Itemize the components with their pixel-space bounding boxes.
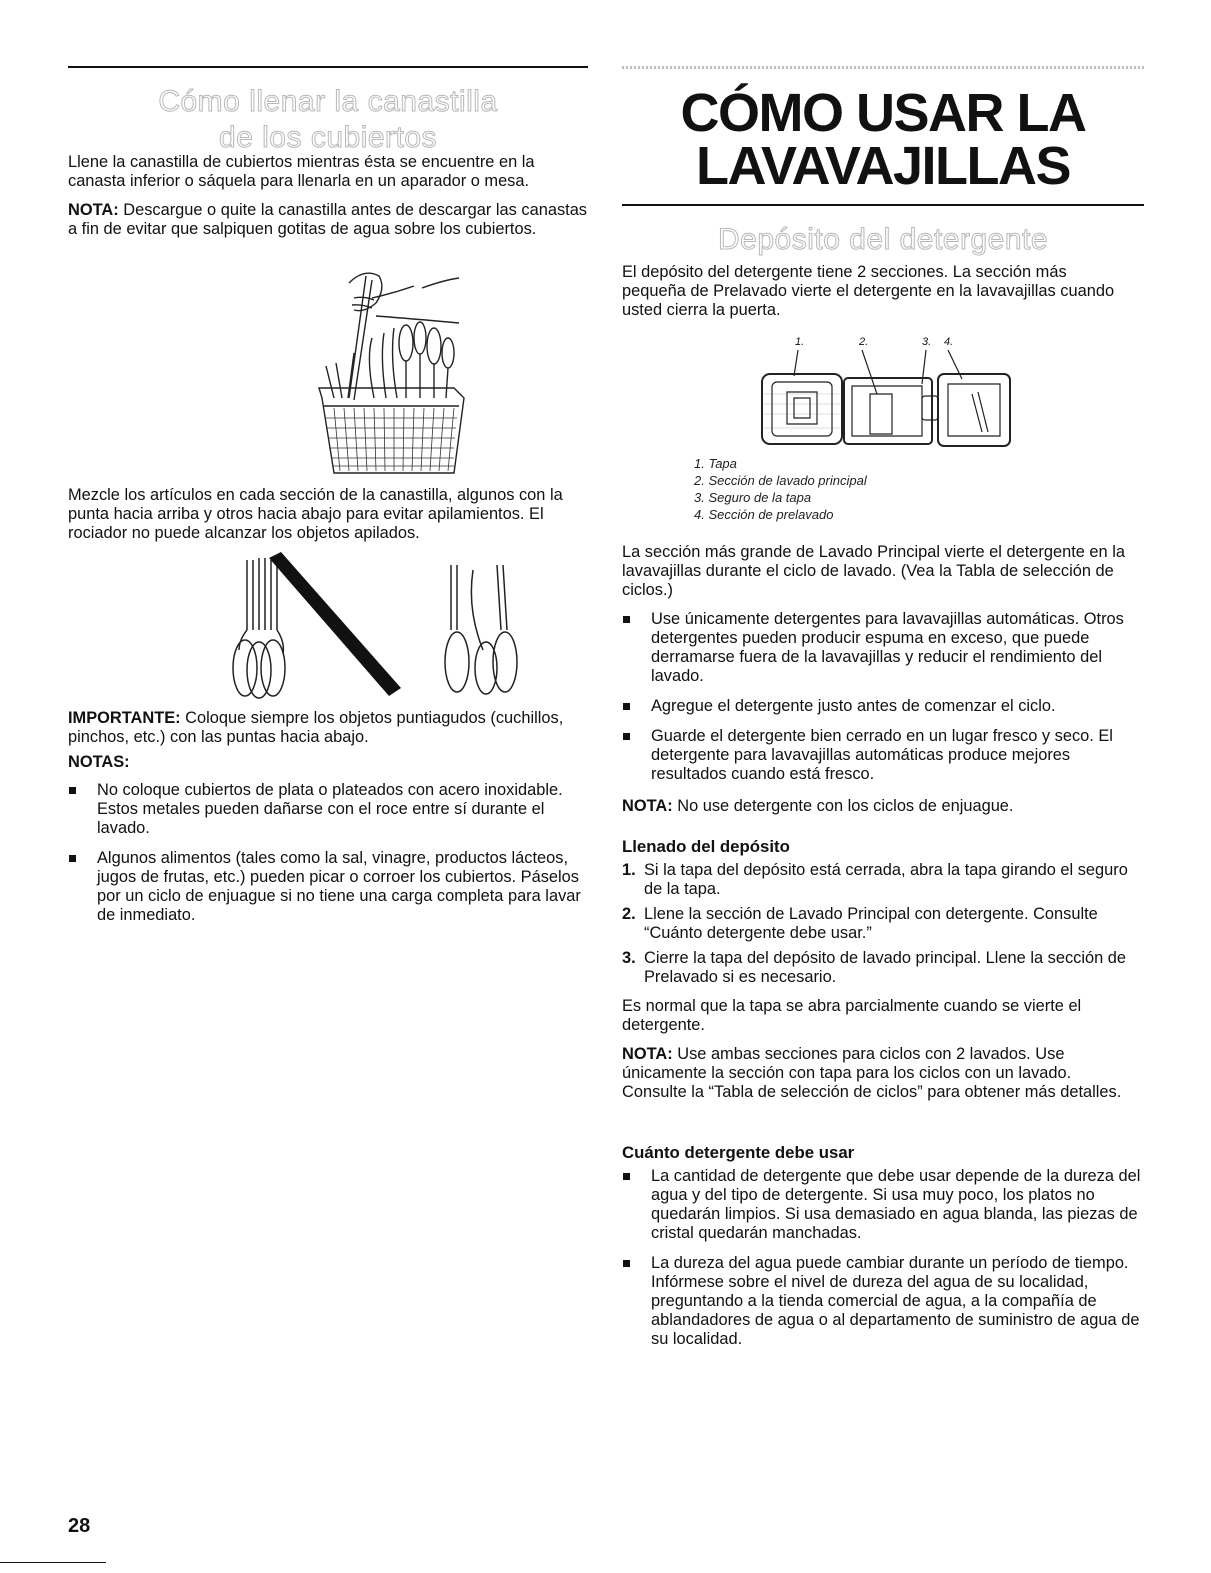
notes-list	[68, 781, 588, 925]
note-rinse	[622, 797, 1137, 816]
bullet-square-icon	[69, 855, 76, 862]
step-item: 3. Cierre la tapa del depósito de lavado principal. Llene la sección de Prelavado si es necesario.	[622, 949, 1127, 986]
heading-line-1: Cómo llenar la canastilla	[158, 85, 498, 118]
note-text: Use ambas secciones para ciclos con 2 lavados. Use únicamente la sección con tapa para los ciclos con un lavado. Consulte la “Tabla de selección de ciclos” para obtener más detalles.	[622, 1045, 1122, 1101]
no-slash-mark	[269, 552, 401, 696]
right-title-rule	[622, 204, 1144, 206]
bullet-square-icon	[69, 787, 76, 794]
legend-item: 1. Tapa	[694, 456, 737, 471]
dispenser-legend	[694, 455, 867, 523]
important-paragraph	[68, 709, 588, 747]
detergent-tips-list	[622, 610, 1144, 784]
important-label: IMPORTANTE:	[68, 709, 181, 727]
list-item: La dureza del agua puede cambiar durante un período de tiempo. Infórmese sobre el nivel de dureza del agua de su localidad, preguntando a la tienda comercial de agua, a la compañía de ablandadores de agua o al departamento de suministro de agua de su localidad.	[622, 1254, 1144, 1349]
page-title-line-1: CÓMO USAR LA	[680, 83, 1086, 143]
intro-paragraph: Llene la canastilla de cubiertos mientras ésta se encuentre en la canasta inferior o sáquela para llenarla en un aparador o mesa.	[68, 153, 535, 190]
page-title-line-2: LAVAVAJILLAS	[695, 136, 1070, 196]
step-item: 1. Si la tapa del depósito está cerrada, abra la tapa girando el seguro de la tapa.	[622, 861, 1128, 898]
list-item: Algunos alimentos (tales como la sal, vinagre, productos lácteos, jugos de frutas, etc.) pueden picar o corroer los cubiertos. Páselos por un ciclo de enjuague si no tiene una carga completa para lavar de inmediato.	[68, 849, 588, 925]
important-text: Coloque siempre los objetos puntiagudos (cuchillos, pinchos, etc.) con las puntas hacia abajo.	[68, 709, 564, 746]
bullet-square-icon	[623, 703, 630, 710]
note-label: NOTA:	[68, 201, 119, 219]
callout-4: 4.	[944, 336, 954, 348]
bullet-square-icon	[623, 1173, 630, 1180]
spoon-handle-1	[247, 560, 253, 630]
notes-heading: NOTAS:	[68, 753, 130, 771]
normal-paragraph: Es normal que la tapa se abra parcialmente cuando se vierte el detergente.	[622, 997, 1082, 1034]
note-cycles	[622, 1045, 1132, 1102]
callout-1: 1.	[795, 336, 805, 348]
amount-list	[622, 1167, 1144, 1349]
cutlery-basket-illustration	[254, 258, 469, 483]
bottom-left-rule	[0, 1562, 106, 1563]
amount-heading: Cuánto detergente debe usar	[622, 1143, 855, 1162]
heading-line-2: de los cubiertos	[218, 121, 438, 154]
fill-heading: Llenado del depósito	[622, 837, 790, 856]
right-top-rule	[622, 66, 1144, 69]
list-item: La cantidad de detergente que debe usar depende de la dureza del agua y del tipo de detergente. Si usa muy poco, los platos no quedarán limpios. Si usa demasiado en agua blanda, las piezas de cristal quedarán manchadas.	[622, 1167, 1144, 1243]
list-item: Use únicamente detergentes para lavavajillas automáticas. Otros detergentes pueden producir espuma en exceso, que puede derramarse fuera de la lavavajillas y reducir el rendimiento del lavado.	[622, 610, 1144, 686]
step-item: 2. Llene la sección de Lavado Principal con detergente. Consulte “Cuánto detergente debe usar.”	[622, 905, 1098, 942]
spoons-nesting-illustration	[201, 550, 531, 700]
note-paragraph	[68, 201, 588, 239]
callout-3: 3.	[922, 336, 932, 348]
note-label: NOTA:	[622, 797, 673, 815]
note-text: No use detergente con los ciclos de enjuague.	[672, 797, 1014, 815]
dispenser-figure	[622, 334, 1144, 454]
callout-2: 2.	[859, 336, 869, 348]
legend-item: 3. Seguro de la tapa	[694, 490, 812, 505]
bullet-square-icon	[623, 733, 630, 740]
dispenser-drawing	[622, 334, 1144, 454]
list-item: Guarde el detergente bien cerrado en un lugar fresco y seco. El detergente para lavavajillas automáticas produce mejores resultados cuando está fresco.	[622, 727, 1144, 784]
left-top-rule	[68, 66, 588, 68]
bullet-square-icon	[623, 616, 630, 623]
note-label: NOTA:	[622, 1045, 673, 1063]
legend-item: 4. Sección de prelavado	[694, 507, 834, 522]
detergent-intro: El depósito del detergente tiene 2 secciones. La sección más pequeña de Prelavado vierte el detergente en la lavavajillas cuando usted cierra la puerta.	[622, 263, 1115, 319]
arm-upper	[372, 286, 414, 298]
fill-steps	[622, 861, 1144, 987]
page-number: 28	[68, 1515, 91, 1537]
list-item: Agregue el detergente justo antes de comenzar el ciclo.	[622, 697, 1144, 716]
legend-item: 2. Sección de lavado principal	[694, 473, 867, 488]
list-item: No coloque cubiertos de plata o plateados con acero inoxidable. Estos metales pueden dañarse con el roce entre sí durante el lavado.	[68, 781, 588, 838]
note-text: Descargue o quite la canastilla antes de descargar las canastas a fin de evitar que salpiquen gotitas de agua sobre los cubiertos.	[68, 201, 588, 238]
section-heading-cutlery	[68, 84, 588, 156]
mix-paragraph: Mezcle los artículos en cada sección de la canastilla, algunos con la punta hacia arriba y otros hacia abajo para evitar apilamientos. El rociador no puede alcanzar los objetos apilados.	[68, 486, 563, 542]
main-wash-paragraph: La sección más grande de Lavado Principal vierte el detergente en la lavavajillas durante el ciclo de lavado. (Vea la Tabla de selección de ciclos.)	[622, 543, 1125, 599]
section-heading-detergent: Depósito del detergente	[717, 223, 1049, 256]
bullet-square-icon	[623, 1260, 630, 1267]
